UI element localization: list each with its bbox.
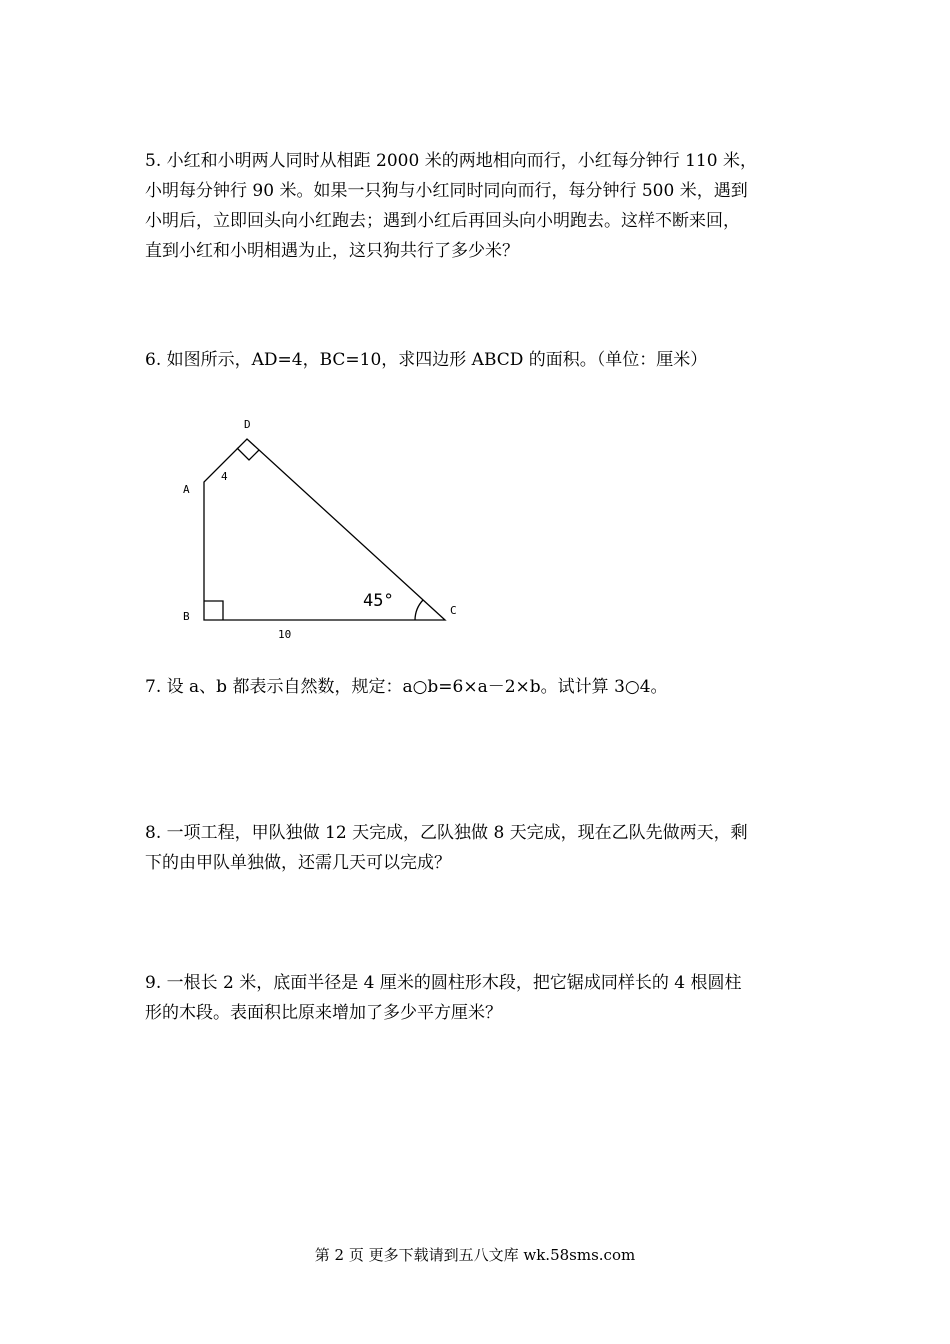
question-5-line-1: 5. 小红和小明两人同时从相距 2000 米的两地相向而行，小红每分钟行 110 米， [145, 151, 757, 171]
page-footer: 第 2 页 更多下载请到五八文库 wk.58sms.com [314, 1246, 636, 1264]
question-8-line-1: 8. 一项工程，甲队独做 12 天完成，乙队独做 8 天完成，现在乙队先做两天，剩 [145, 823, 748, 843]
right-angle-mark-d [237, 448, 259, 460]
question-7-line-1: 7. 设 a、b 都表示自然数，规定：a○b=6×a－2×b。试计算 3○4。 [145, 677, 668, 697]
question-8 [145, 818, 825, 878]
question-5 [145, 146, 825, 266]
question-9 [145, 968, 825, 1028]
angle-label-c: 45° [363, 591, 394, 611]
question-5-line-3: 小明后，立即回头向小红跑去；遇到小红后再回头向小明跑去。这样不断来回， [145, 211, 740, 231]
right-angle-mark-b [204, 601, 223, 620]
question-5-line-4: 直到小红和小明相遇为止，这只狗共行了多少米？ [145, 241, 519, 261]
question-5-line-2: 小明每分钟行 90 米。如果一只狗与小红同时同向而行，每分钟行 500 米，遇到 [145, 181, 748, 201]
vertex-label-a: A [183, 483, 190, 496]
vertex-label-c: C [450, 604, 457, 617]
angle-arc-c [415, 600, 423, 620]
side-label-ad: 4 [221, 470, 228, 483]
vertex-label-d: D [244, 418, 251, 431]
question-8-line-2: 下的由甲队单独做，还需几天可以完成？ [145, 853, 451, 873]
question-9-line-1: 9. 一根长 2 米，底面半径是 4 厘米的圆柱形木段，把它锯成同样长的 4 根圆柱 [145, 973, 742, 993]
question-6-line-1: 6. 如图所示，AD=4，BC=10，求四边形 ABCD 的面积。（单位：厘米） [145, 350, 708, 370]
question-6 [145, 345, 825, 375]
side-label-bc: 10 [278, 628, 292, 641]
question-7 [145, 672, 825, 702]
quadrilateral-abcd [204, 439, 445, 620]
question-9-line-2: 形的木段。表面积比原来增加了多少平方厘米？ [145, 1003, 502, 1023]
vertex-label-b: B [183, 610, 190, 623]
quadrilateral-figure [170, 410, 470, 645]
